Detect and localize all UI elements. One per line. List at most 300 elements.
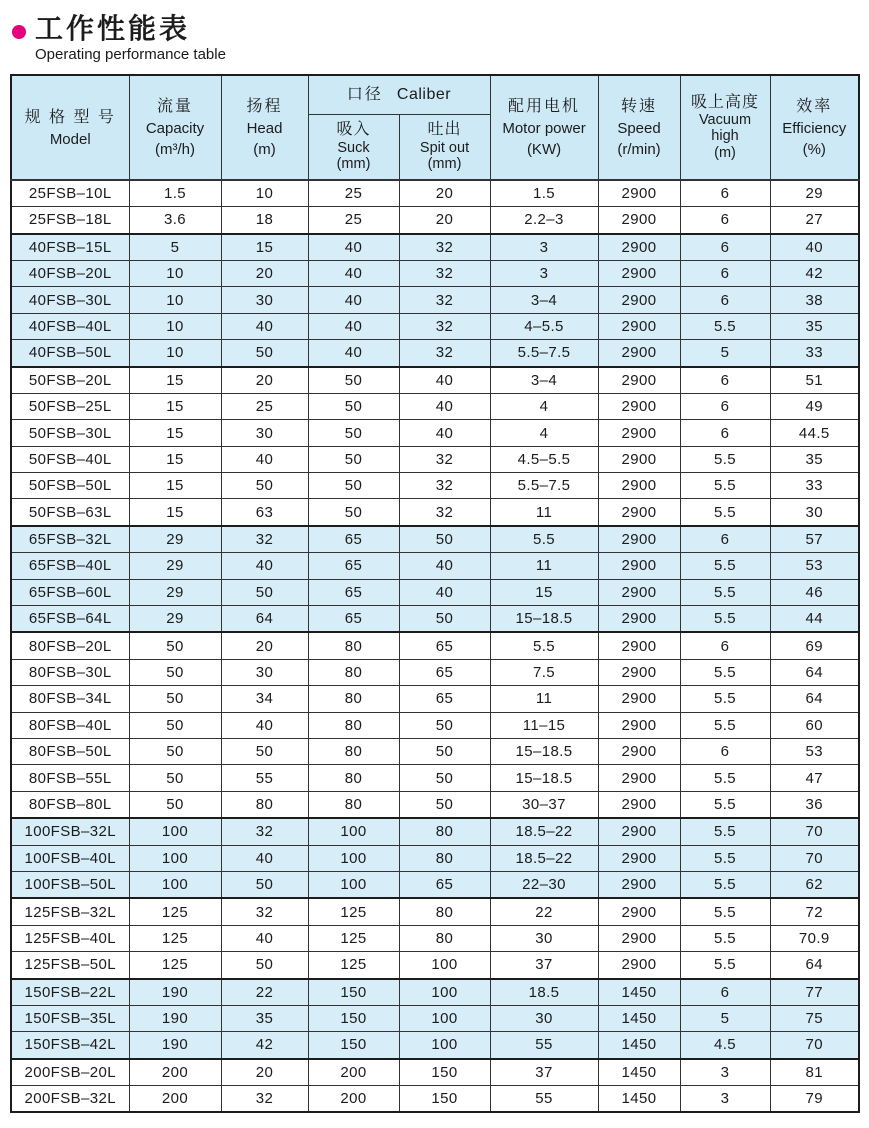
value-cell: 150 bbox=[399, 1086, 490, 1113]
model-cell: 200FSB–20L bbox=[11, 1059, 129, 1086]
value-cell: 70 bbox=[770, 845, 859, 871]
table-row bbox=[11, 925, 859, 951]
value-cell: 125 bbox=[308, 898, 399, 925]
value-cell: 64 bbox=[770, 686, 859, 712]
value-cell: 10 bbox=[221, 180, 308, 207]
value-cell: 125 bbox=[308, 952, 399, 979]
value-cell: 4–5.5 bbox=[490, 313, 598, 339]
value-cell: 3 bbox=[490, 234, 598, 261]
value-cell: 50 bbox=[129, 712, 221, 738]
performance-table bbox=[10, 74, 860, 1114]
value-cell: 2900 bbox=[598, 845, 680, 871]
value-cell: 2900 bbox=[598, 207, 680, 234]
header-row-1 bbox=[11, 75, 859, 115]
value-cell: 40 bbox=[308, 340, 399, 367]
value-cell: 79 bbox=[770, 1086, 859, 1113]
table-header bbox=[11, 75, 859, 180]
value-cell: 40 bbox=[308, 260, 399, 286]
value-cell: 100 bbox=[399, 979, 490, 1006]
value-cell: 40 bbox=[399, 553, 490, 579]
value-cell: 80 bbox=[221, 791, 308, 818]
value-cell: 10 bbox=[129, 340, 221, 367]
value-cell: 1.5 bbox=[129, 180, 221, 207]
value-cell: 6 bbox=[680, 632, 770, 659]
efficiency-header-unit: (%) bbox=[802, 140, 826, 158]
value-cell: 1450 bbox=[598, 1032, 680, 1059]
speed-header-unit: (r/min) bbox=[617, 140, 661, 158]
model-header-zh: 规 格 型 号 bbox=[24, 108, 116, 126]
value-cell: 32 bbox=[399, 234, 490, 261]
value-cell: 63 bbox=[221, 499, 308, 526]
value-cell: 53 bbox=[770, 553, 859, 579]
table-row bbox=[11, 712, 859, 738]
value-cell: 100 bbox=[308, 871, 399, 898]
model-cell: 80FSB–30L bbox=[11, 659, 129, 685]
value-cell: 100 bbox=[129, 871, 221, 898]
value-cell: 32 bbox=[221, 898, 308, 925]
value-cell: 40 bbox=[221, 712, 308, 738]
table-row bbox=[11, 313, 859, 339]
value-cell: 2900 bbox=[598, 712, 680, 738]
model-cell: 100FSB–50L bbox=[11, 871, 129, 898]
value-cell: 4 bbox=[490, 393, 598, 419]
value-cell: 15 bbox=[129, 473, 221, 499]
spit-out-header-zh: 吐出 bbox=[427, 121, 462, 139]
value-cell: 5.5 bbox=[680, 818, 770, 845]
value-cell: 15 bbox=[129, 367, 221, 394]
spit-out-header-en: Spit out bbox=[419, 139, 470, 156]
value-cell: 5.5 bbox=[680, 606, 770, 633]
value-cell: 20 bbox=[221, 367, 308, 394]
table-row bbox=[11, 1032, 859, 1059]
suck-header-zh: 吸入 bbox=[336, 121, 371, 139]
value-cell: 5.5 bbox=[490, 632, 598, 659]
value-cell: 5.5 bbox=[680, 925, 770, 951]
model-header-en: Model bbox=[49, 130, 91, 148]
model-cell: 80FSB–20L bbox=[11, 632, 129, 659]
value-cell: 2900 bbox=[598, 180, 680, 207]
value-cell: 29 bbox=[129, 553, 221, 579]
value-cell: 50 bbox=[308, 367, 399, 394]
capacity-header-unit: (m³/h) bbox=[155, 140, 195, 158]
vacuum-high-header-zh: 吸上高度 bbox=[691, 93, 760, 111]
table-body bbox=[11, 180, 859, 1113]
value-cell: 80 bbox=[399, 898, 490, 925]
value-cell: 25 bbox=[308, 207, 399, 234]
value-cell: 2900 bbox=[598, 606, 680, 633]
value-cell: 4.5–5.5 bbox=[490, 446, 598, 472]
value-cell: 20 bbox=[221, 1059, 308, 1086]
table-row bbox=[11, 979, 859, 1006]
value-cell: 2900 bbox=[598, 818, 680, 845]
table-row bbox=[11, 420, 859, 446]
value-cell: 44.5 bbox=[770, 420, 859, 446]
value-cell: 15 bbox=[129, 499, 221, 526]
table-row bbox=[11, 260, 859, 286]
model-cell: 65FSB–32L bbox=[11, 526, 129, 553]
value-cell: 50 bbox=[221, 739, 308, 765]
value-cell: 57 bbox=[770, 526, 859, 553]
model-cell: 40FSB–20L bbox=[11, 260, 129, 286]
value-cell: 20 bbox=[221, 632, 308, 659]
value-cell: 2900 bbox=[598, 765, 680, 791]
value-cell: 65 bbox=[308, 606, 399, 633]
value-cell: 65 bbox=[399, 871, 490, 898]
value-cell: 34 bbox=[221, 686, 308, 712]
value-cell: 65 bbox=[308, 526, 399, 553]
col-header-caliber bbox=[308, 75, 490, 115]
value-cell: 40 bbox=[221, 553, 308, 579]
value-cell: 64 bbox=[221, 606, 308, 633]
value-cell: 125 bbox=[129, 898, 221, 925]
page-title: 工作性能表 bbox=[35, 13, 191, 44]
value-cell: 2.2–3 bbox=[490, 207, 598, 234]
table-row bbox=[11, 207, 859, 234]
value-cell: 1450 bbox=[598, 979, 680, 1006]
model-cell: 65FSB–64L bbox=[11, 606, 129, 633]
value-cell: 42 bbox=[221, 1032, 308, 1059]
value-cell: 3–4 bbox=[490, 287, 598, 313]
suck-header-en: Suck bbox=[337, 139, 370, 156]
value-cell: 32 bbox=[221, 526, 308, 553]
value-cell: 5.5 bbox=[680, 659, 770, 685]
value-cell: 5.5 bbox=[680, 473, 770, 499]
value-cell: 1450 bbox=[598, 1005, 680, 1031]
value-cell: 27 bbox=[770, 207, 859, 234]
value-cell: 60 bbox=[770, 712, 859, 738]
value-cell: 50 bbox=[129, 686, 221, 712]
value-cell: 35 bbox=[770, 446, 859, 472]
value-cell: 2900 bbox=[598, 739, 680, 765]
value-cell: 50 bbox=[129, 791, 221, 818]
value-cell: 2900 bbox=[598, 260, 680, 286]
value-cell: 29 bbox=[770, 180, 859, 207]
model-cell: 125FSB–50L bbox=[11, 952, 129, 979]
col-header-model bbox=[11, 75, 129, 180]
model-cell: 200FSB–32L bbox=[11, 1086, 129, 1113]
value-cell: 7.5 bbox=[490, 659, 598, 685]
vacuum-high-header-unit: (m) bbox=[714, 144, 736, 161]
value-cell: 46 bbox=[770, 579, 859, 605]
model-cell: 50FSB–30L bbox=[11, 420, 129, 446]
col-header-vacuum-high bbox=[680, 75, 770, 180]
motor-power-header-en: Motor power bbox=[502, 120, 586, 138]
model-cell: 50FSB–20L bbox=[11, 367, 129, 394]
value-cell: 18 bbox=[221, 207, 308, 234]
value-cell: 22 bbox=[221, 979, 308, 1006]
value-cell: 50 bbox=[221, 579, 308, 605]
value-cell: 72 bbox=[770, 898, 859, 925]
model-cell: 150FSB–35L bbox=[11, 1005, 129, 1031]
value-cell: 6 bbox=[680, 287, 770, 313]
value-cell: 50 bbox=[221, 952, 308, 979]
value-cell: 80 bbox=[399, 925, 490, 951]
value-cell: 33 bbox=[770, 340, 859, 367]
value-cell: 50 bbox=[129, 659, 221, 685]
value-cell: 40 bbox=[221, 446, 308, 472]
value-cell: 55 bbox=[490, 1032, 598, 1059]
value-cell: 22 bbox=[490, 898, 598, 925]
value-cell: 51 bbox=[770, 367, 859, 394]
table-row bbox=[11, 845, 859, 871]
value-cell: 5.5 bbox=[680, 952, 770, 979]
value-cell: 80 bbox=[399, 818, 490, 845]
table-row bbox=[11, 659, 859, 685]
value-cell: 2900 bbox=[598, 367, 680, 394]
value-cell: 30 bbox=[221, 420, 308, 446]
table-row bbox=[11, 765, 859, 791]
value-cell: 11 bbox=[490, 553, 598, 579]
value-cell: 29 bbox=[129, 579, 221, 605]
value-cell: 4.5 bbox=[680, 1032, 770, 1059]
value-cell: 2900 bbox=[598, 791, 680, 818]
value-cell: 11 bbox=[490, 499, 598, 526]
value-cell: 32 bbox=[399, 446, 490, 472]
value-cell: 5.5 bbox=[680, 845, 770, 871]
table-row bbox=[11, 818, 859, 845]
value-cell: 2900 bbox=[598, 526, 680, 553]
value-cell: 6 bbox=[680, 260, 770, 286]
value-cell: 40 bbox=[399, 367, 490, 394]
value-cell: 65 bbox=[399, 632, 490, 659]
capacity-header-zh: 流量 bbox=[156, 98, 193, 116]
value-cell: 3–4 bbox=[490, 367, 598, 394]
value-cell: 50 bbox=[129, 765, 221, 791]
value-cell: 65 bbox=[308, 579, 399, 605]
model-cell: 150FSB–42L bbox=[11, 1032, 129, 1059]
value-cell: 18.5–22 bbox=[490, 818, 598, 845]
value-cell: 29 bbox=[129, 526, 221, 553]
value-cell: 5.5 bbox=[490, 526, 598, 553]
value-cell: 200 bbox=[308, 1086, 399, 1113]
col-header-capacity bbox=[129, 75, 221, 180]
value-cell: 40 bbox=[770, 234, 859, 261]
value-cell: 20 bbox=[399, 207, 490, 234]
motor-power-header-zh: 配用电机 bbox=[508, 98, 581, 116]
value-cell: 50 bbox=[221, 340, 308, 367]
value-cell: 53 bbox=[770, 739, 859, 765]
value-cell: 5.5 bbox=[680, 553, 770, 579]
value-cell: 50 bbox=[399, 712, 490, 738]
value-cell: 49 bbox=[770, 393, 859, 419]
value-cell: 190 bbox=[129, 979, 221, 1006]
value-cell: 200 bbox=[129, 1059, 221, 1086]
value-cell: 2900 bbox=[598, 925, 680, 951]
model-cell: 25FSB–10L bbox=[11, 180, 129, 207]
value-cell: 55 bbox=[221, 765, 308, 791]
value-cell: 70.9 bbox=[770, 925, 859, 951]
col-header-efficiency bbox=[770, 75, 859, 180]
value-cell: 29 bbox=[129, 606, 221, 633]
value-cell: 2900 bbox=[598, 446, 680, 472]
table-row bbox=[11, 579, 859, 605]
value-cell: 32 bbox=[399, 499, 490, 526]
value-cell: 150 bbox=[399, 1059, 490, 1086]
col-header-head bbox=[221, 75, 308, 180]
value-cell: 5.5 bbox=[680, 579, 770, 605]
value-cell: 20 bbox=[221, 260, 308, 286]
value-cell: 35 bbox=[770, 313, 859, 339]
value-cell: 80 bbox=[308, 659, 399, 685]
value-cell: 2900 bbox=[598, 898, 680, 925]
value-cell: 5.5 bbox=[680, 446, 770, 472]
value-cell: 3 bbox=[490, 260, 598, 286]
value-cell: 125 bbox=[129, 952, 221, 979]
model-cell: 80FSB–80L bbox=[11, 791, 129, 818]
value-cell: 2900 bbox=[598, 313, 680, 339]
value-cell: 2900 bbox=[598, 473, 680, 499]
model-cell: 80FSB–34L bbox=[11, 686, 129, 712]
table-row bbox=[11, 898, 859, 925]
col-header-speed bbox=[598, 75, 680, 180]
table-row bbox=[11, 287, 859, 313]
value-cell: 3 bbox=[680, 1059, 770, 1086]
value-cell: 5.5 bbox=[680, 313, 770, 339]
value-cell: 2900 bbox=[598, 952, 680, 979]
value-cell: 3 bbox=[680, 1086, 770, 1113]
value-cell: 100 bbox=[399, 1032, 490, 1059]
value-cell: 4 bbox=[490, 420, 598, 446]
value-cell: 100 bbox=[399, 952, 490, 979]
value-cell: 36 bbox=[770, 791, 859, 818]
value-cell: 5 bbox=[129, 234, 221, 261]
value-cell: 50 bbox=[308, 420, 399, 446]
model-cell: 40FSB–30L bbox=[11, 287, 129, 313]
table-row bbox=[11, 686, 859, 712]
value-cell: 47 bbox=[770, 765, 859, 791]
value-cell: 100 bbox=[308, 818, 399, 845]
value-cell: 5 bbox=[680, 340, 770, 367]
value-cell: 25 bbox=[308, 180, 399, 207]
value-cell: 55 bbox=[490, 1086, 598, 1113]
col-header-motor-power bbox=[490, 75, 598, 180]
value-cell: 15 bbox=[221, 234, 308, 261]
value-cell: 3.6 bbox=[129, 207, 221, 234]
value-cell: 80 bbox=[399, 845, 490, 871]
model-cell: 100FSB–40L bbox=[11, 845, 129, 871]
value-cell: 125 bbox=[129, 925, 221, 951]
value-cell: 200 bbox=[308, 1059, 399, 1086]
value-cell: 70 bbox=[770, 1032, 859, 1059]
value-cell: 44 bbox=[770, 606, 859, 633]
value-cell: 32 bbox=[399, 340, 490, 367]
value-cell: 69 bbox=[770, 632, 859, 659]
model-cell: 80FSB–40L bbox=[11, 712, 129, 738]
value-cell: 15–18.5 bbox=[490, 739, 598, 765]
value-cell: 5.5 bbox=[680, 898, 770, 925]
page-subtitle: Operating performance table bbox=[35, 45, 226, 63]
table-row bbox=[11, 606, 859, 633]
table-row bbox=[11, 526, 859, 553]
value-cell: 30 bbox=[490, 925, 598, 951]
value-cell: 125 bbox=[308, 925, 399, 951]
value-cell: 32 bbox=[399, 260, 490, 286]
value-cell: 30 bbox=[221, 659, 308, 685]
value-cell: 30 bbox=[490, 1005, 598, 1031]
table-row bbox=[11, 367, 859, 394]
value-cell: 50 bbox=[399, 526, 490, 553]
table-row bbox=[11, 340, 859, 367]
value-cell: 30 bbox=[770, 499, 859, 526]
motor-power-header-unit: (KW) bbox=[526, 140, 562, 158]
section-title-row bbox=[10, 14, 859, 45]
value-cell: 65 bbox=[399, 659, 490, 685]
value-cell: 10 bbox=[129, 287, 221, 313]
value-cell: 2900 bbox=[598, 659, 680, 685]
value-cell: 65 bbox=[308, 553, 399, 579]
value-cell: 2900 bbox=[598, 686, 680, 712]
value-cell: 1.5 bbox=[490, 180, 598, 207]
model-cell: 40FSB–50L bbox=[11, 340, 129, 367]
value-cell: 40 bbox=[221, 313, 308, 339]
value-cell: 150 bbox=[308, 1032, 399, 1059]
value-cell: 5.5–7.5 bbox=[490, 340, 598, 367]
value-cell: 64 bbox=[770, 952, 859, 979]
table-row bbox=[11, 234, 859, 261]
efficiency-header-en: Efficiency bbox=[782, 120, 847, 138]
model-cell: 125FSB–40L bbox=[11, 925, 129, 951]
value-cell: 6 bbox=[680, 207, 770, 234]
value-cell: 80 bbox=[308, 686, 399, 712]
table-row bbox=[11, 473, 859, 499]
model-cell: 40FSB–40L bbox=[11, 313, 129, 339]
value-cell: 5 bbox=[680, 1005, 770, 1031]
value-cell: 11–15 bbox=[490, 712, 598, 738]
value-cell: 50 bbox=[308, 446, 399, 472]
value-cell: 30–37 bbox=[490, 791, 598, 818]
value-cell: 190 bbox=[129, 1032, 221, 1059]
model-cell: 50FSB–40L bbox=[11, 446, 129, 472]
value-cell: 2900 bbox=[598, 553, 680, 579]
table-row bbox=[11, 791, 859, 818]
head-header-zh: 扬程 bbox=[246, 98, 283, 116]
value-cell: 6 bbox=[680, 420, 770, 446]
table-row bbox=[11, 632, 859, 659]
value-cell: 81 bbox=[770, 1059, 859, 1086]
value-cell: 6 bbox=[680, 180, 770, 207]
table-row bbox=[11, 499, 859, 526]
value-cell: 6 bbox=[680, 367, 770, 394]
table-row bbox=[11, 180, 859, 207]
value-cell: 40 bbox=[399, 420, 490, 446]
value-cell: 100 bbox=[129, 818, 221, 845]
col-header-suck bbox=[308, 114, 399, 180]
value-cell: 50 bbox=[308, 393, 399, 419]
value-cell: 2900 bbox=[598, 234, 680, 261]
table-row bbox=[11, 393, 859, 419]
value-cell: 15–18.5 bbox=[490, 765, 598, 791]
value-cell: 50 bbox=[221, 871, 308, 898]
table-row bbox=[11, 1086, 859, 1113]
model-cell: 65FSB–60L bbox=[11, 579, 129, 605]
caliber-header-zh: 口径 bbox=[346, 85, 383, 103]
value-cell: 10 bbox=[129, 313, 221, 339]
value-cell: 6 bbox=[680, 979, 770, 1006]
model-cell: 80FSB–50L bbox=[11, 739, 129, 765]
value-cell: 50 bbox=[129, 632, 221, 659]
value-cell: 5.5 bbox=[680, 791, 770, 818]
model-cell: 65FSB–40L bbox=[11, 553, 129, 579]
value-cell: 80 bbox=[308, 791, 399, 818]
caliber-header-en: Caliber bbox=[396, 85, 452, 103]
value-cell: 38 bbox=[770, 287, 859, 313]
value-cell: 40 bbox=[399, 579, 490, 605]
value-cell: 100 bbox=[308, 845, 399, 871]
vacuum-high-header-en: Vacuum bbox=[698, 112, 752, 129]
value-cell: 5.5 bbox=[680, 871, 770, 898]
value-cell: 2900 bbox=[598, 420, 680, 446]
value-cell: 40 bbox=[221, 925, 308, 951]
